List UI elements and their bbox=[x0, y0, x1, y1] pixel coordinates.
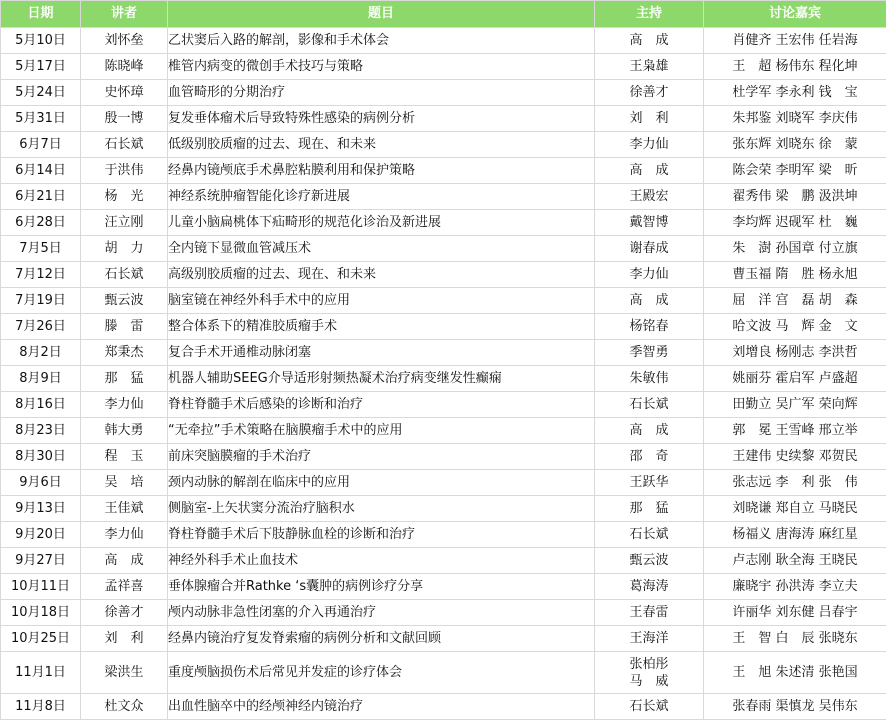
date-cell: 8月30日 bbox=[1, 444, 81, 470]
host-cell: 高 成 bbox=[595, 418, 704, 444]
topic-cell: 乙状窦后入路的解剖，影像和手术体会 bbox=[168, 28, 595, 54]
speaker-cell: 那 猛 bbox=[81, 366, 168, 392]
topic-cell: “无牵拉”手术策略在脑膜瘤手术中的应用 bbox=[168, 418, 595, 444]
guests-cell: 王 智 白 辰 张晓东 bbox=[704, 626, 886, 652]
guests-cell: 朱 澍 孙国章 付立旗 bbox=[704, 236, 886, 262]
table-row bbox=[1, 418, 886, 444]
topic-cell: 椎管内病变的微创手术技巧与策略 bbox=[168, 54, 595, 80]
date-cell: 10月25日 bbox=[1, 626, 81, 652]
guests-cell: 翟秀伟 梁 鹏 汲洪坤 bbox=[704, 184, 886, 210]
speaker-cell: 杨 光 bbox=[81, 184, 168, 210]
date-cell: 5月24日 bbox=[1, 80, 81, 106]
date-cell: 6月14日 bbox=[1, 158, 81, 184]
topic-cell: 出血性脑卒中的经颅神经内镜治疗 bbox=[168, 694, 595, 720]
date-cell: 9月27日 bbox=[1, 548, 81, 574]
guests-cell: 张志远 李 利 张 伟 bbox=[704, 470, 886, 496]
topic-cell: 垂体腺瘤合并Rathke ‘s囊肿的病例诊疗分享 bbox=[168, 574, 595, 600]
host-cell: 王殿宏 bbox=[595, 184, 704, 210]
topic-cell: 血管畸形的分期治疗 bbox=[168, 80, 595, 106]
topic-cell: 神经系统肿瘤智能化诊疗新进展 bbox=[168, 184, 595, 210]
date-cell: 10月11日 bbox=[1, 574, 81, 600]
topic-cell: 颅内动脉非急性闭塞的介入再通治疗 bbox=[168, 600, 595, 626]
table-row bbox=[1, 28, 886, 54]
table-row bbox=[1, 184, 886, 210]
guests-cell: 廉晓宇 孙洪涛 李立夫 bbox=[704, 574, 886, 600]
topic-cell: 脊柱脊髓手术后感染的诊断和治疗 bbox=[168, 392, 595, 418]
host-name: 张柏彤 bbox=[629, 656, 669, 672]
table-row bbox=[1, 652, 886, 694]
table-row bbox=[1, 600, 886, 626]
guests-cell: 陈会荣 李明军 梁 昕 bbox=[704, 158, 886, 184]
table-row bbox=[1, 132, 886, 158]
host-cell: 戴智博 bbox=[595, 210, 704, 236]
table-row bbox=[1, 236, 886, 262]
speaker-cell: 刘 利 bbox=[81, 626, 168, 652]
host-cell: 葛海涛 bbox=[595, 574, 704, 600]
date-cell: 7月19日 bbox=[1, 288, 81, 314]
topic-cell: 整合体系下的精准胶质瘤手术 bbox=[168, 314, 595, 340]
host-cell: 高 成 bbox=[595, 288, 704, 314]
guests-cell: 郭 冕 王雪峰 邢立举 bbox=[704, 418, 886, 444]
speaker-cell: 于洪伟 bbox=[81, 158, 168, 184]
guests-cell: 屈 洋 宫 磊 胡 森 bbox=[704, 288, 886, 314]
topic-cell: 复发垂体瘤术后导致特殊性感染的病例分析 bbox=[168, 106, 595, 132]
speaker-cell: 石长斌 bbox=[81, 132, 168, 158]
date-cell: 7月26日 bbox=[1, 314, 81, 340]
date-cell: 8月2日 bbox=[1, 340, 81, 366]
date-cell: 7月5日 bbox=[1, 236, 81, 262]
table-row bbox=[1, 444, 886, 470]
table-row bbox=[1, 574, 886, 600]
speaker-cell: 高 成 bbox=[81, 548, 168, 574]
table-row bbox=[1, 392, 886, 418]
host-cell: 高 成 bbox=[595, 28, 704, 54]
host-cell: 李力仙 bbox=[595, 262, 704, 288]
guests-cell: 姚丽芬 霍启军 卢盛超 bbox=[704, 366, 886, 392]
host-cell: 石长斌 bbox=[595, 392, 704, 418]
host-cell: 甄云波 bbox=[595, 548, 704, 574]
topic-cell: 高级别胶质瘤的过去、现在、和未来 bbox=[168, 262, 595, 288]
date-cell: 9月20日 bbox=[1, 522, 81, 548]
guests-cell: 杜学军 李永利 钱 宝 bbox=[704, 80, 886, 106]
topic-cell: 复合手术开通椎动脉闭塞 bbox=[168, 340, 595, 366]
guests-cell: 刘增良 杨刚志 李洪哲 bbox=[704, 340, 886, 366]
host-cell: 季智勇 bbox=[595, 340, 704, 366]
date-cell: 6月21日 bbox=[1, 184, 81, 210]
topic-cell: 经鼻内镜颅底手术鼻腔粘膜利用和保护策略 bbox=[168, 158, 595, 184]
speaker-cell: 胡 力 bbox=[81, 236, 168, 262]
speaker-cell: 程 玉 bbox=[81, 444, 168, 470]
guests-cell: 许丽华 刘东健 吕春宇 bbox=[704, 600, 886, 626]
speaker-cell: 杜文众 bbox=[81, 694, 168, 720]
host-cell: 王春雷 bbox=[595, 600, 704, 626]
speaker-cell: 徐善才 bbox=[81, 600, 168, 626]
table-row bbox=[1, 626, 886, 652]
speaker-cell: 刘怀垒 bbox=[81, 28, 168, 54]
table-row bbox=[1, 470, 886, 496]
host-cell: 邵 奇 bbox=[595, 444, 704, 470]
host-cell: 那 猛 bbox=[595, 496, 704, 522]
table-row bbox=[1, 262, 886, 288]
speaker-cell: 吴 培 bbox=[81, 470, 168, 496]
topic-cell: 颈内动脉的解剖在临床中的应用 bbox=[168, 470, 595, 496]
speaker-cell: 郑秉杰 bbox=[81, 340, 168, 366]
date-cell: 11月1日 bbox=[1, 652, 81, 694]
topic-cell: 神经外科手术止血技术 bbox=[168, 548, 595, 574]
speaker-cell: 石长斌 bbox=[81, 262, 168, 288]
topic-cell: 前床突脑膜瘤的手术治疗 bbox=[168, 444, 595, 470]
guests-cell: 王 旭 朱述清 张艳国 bbox=[704, 652, 886, 694]
date-cell: 8月23日 bbox=[1, 418, 81, 444]
header-host: 主持 bbox=[595, 1, 704, 28]
guests-cell: 田勤立 吴广军 荣向辉 bbox=[704, 392, 886, 418]
guests-cell: 张东辉 刘晓东 徐 蒙 bbox=[704, 132, 886, 158]
date-cell: 5月17日 bbox=[1, 54, 81, 80]
guests-cell: 朱邦鉴 刘晓军 李庆伟 bbox=[704, 106, 886, 132]
table-row bbox=[1, 340, 886, 366]
date-cell: 6月28日 bbox=[1, 210, 81, 236]
speaker-cell: 王佳斌 bbox=[81, 496, 168, 522]
host-cell: 杨铭春 bbox=[595, 314, 704, 340]
host-cell: 朱敏伟 bbox=[595, 366, 704, 392]
table-row bbox=[1, 366, 886, 392]
table-row bbox=[1, 54, 886, 80]
topic-cell: 全内镜下显微血管减压术 bbox=[168, 236, 595, 262]
topic-cell: 脑室镜在神经外科手术中的应用 bbox=[168, 288, 595, 314]
date-cell: 6月7日 bbox=[1, 132, 81, 158]
topic-cell: 机器人辅助SEEG介导适形射频热凝术治疗病变继发性癫痫 bbox=[168, 366, 595, 392]
speaker-cell: 李力仙 bbox=[81, 392, 168, 418]
date-cell: 7月12日 bbox=[1, 262, 81, 288]
guests-cell: 杨福义 唐海涛 麻红星 bbox=[704, 522, 886, 548]
host-cell: 王枭雄 bbox=[595, 54, 704, 80]
host-cell: 徐善才 bbox=[595, 80, 704, 106]
header-guests: 讨论嘉宾 bbox=[704, 1, 886, 28]
guests-cell: 刘晓谦 郑自立 马晓民 bbox=[704, 496, 886, 522]
date-cell: 5月10日 bbox=[1, 28, 81, 54]
header-row bbox=[1, 1, 886, 28]
speaker-cell: 李力仙 bbox=[81, 522, 168, 548]
speaker-cell: 滕 雷 bbox=[81, 314, 168, 340]
guests-cell: 张春雨 渠慎龙 吴伟东 bbox=[704, 694, 886, 720]
header-date: 日期 bbox=[1, 1, 81, 28]
topic-cell: 儿童小脑扁桃体下疝畸形的规范化诊治及新进展 bbox=[168, 210, 595, 236]
date-cell: 9月6日 bbox=[1, 470, 81, 496]
host-cell: 王跃华 bbox=[595, 470, 704, 496]
date-cell: 11月8日 bbox=[1, 694, 81, 720]
speaker-cell: 韩大勇 bbox=[81, 418, 168, 444]
guests-cell: 李均辉 迟砚军 杜 巍 bbox=[704, 210, 886, 236]
header-topic: 题目 bbox=[168, 1, 595, 28]
table-row bbox=[1, 210, 886, 236]
table-row bbox=[1, 106, 886, 132]
date-cell: 8月16日 bbox=[1, 392, 81, 418]
host-name-2: 马 威 bbox=[629, 673, 669, 689]
host-cell: 王海洋 bbox=[595, 626, 704, 652]
table-row bbox=[1, 314, 886, 340]
speaker-cell: 殷一博 bbox=[81, 106, 168, 132]
table-row bbox=[1, 548, 886, 574]
table-row bbox=[1, 496, 886, 522]
host-cell: 石长斌 bbox=[595, 522, 704, 548]
speaker-cell: 汪立刚 bbox=[81, 210, 168, 236]
date-cell: 10月18日 bbox=[1, 600, 81, 626]
speaker-cell: 史怀璋 bbox=[81, 80, 168, 106]
host-cell: 高 成 bbox=[595, 158, 704, 184]
topic-cell: 重度颅脑损伤术后常见并发症的诊疗体会 bbox=[168, 652, 595, 694]
host-cell: 刘 利 bbox=[595, 106, 704, 132]
host-cell: 李力仙 bbox=[595, 132, 704, 158]
date-cell: 8月9日 bbox=[1, 366, 81, 392]
topic-cell: 低级别胶质瘤的过去、现在、和未来 bbox=[168, 132, 595, 158]
guests-cell: 王建伟 史续黎 邓贺民 bbox=[704, 444, 886, 470]
guests-cell: 哈文波 马 辉 金 文 bbox=[704, 314, 886, 340]
table-row bbox=[1, 522, 886, 548]
speaker-cell: 陈晓峰 bbox=[81, 54, 168, 80]
speaker-cell: 孟祥喜 bbox=[81, 574, 168, 600]
guests-cell: 曹玉福 隋 胜 杨永旭 bbox=[704, 262, 886, 288]
topic-cell: 经鼻内镜治疗复发脊索瘤的病例分析和文献回顾 bbox=[168, 626, 595, 652]
guests-cell: 卢志刚 耿全海 王晓民 bbox=[704, 548, 886, 574]
guests-cell: 肖健齐 王宏伟 任岩海 bbox=[704, 28, 886, 54]
table-row bbox=[1, 158, 886, 184]
date-cell: 9月13日 bbox=[1, 496, 81, 522]
guests-cell: 王 超 杨伟东 程化坤 bbox=[704, 54, 886, 80]
speaker-cell: 梁洪生 bbox=[81, 652, 168, 694]
header-speaker: 讲者 bbox=[81, 1, 168, 28]
host-cell bbox=[595, 652, 704, 694]
table-row bbox=[1, 80, 886, 106]
table-row bbox=[1, 288, 886, 314]
topic-cell: 脊柱脊髓手术后下肢静脉血栓的诊断和治疗 bbox=[168, 522, 595, 548]
date-cell: 5月31日 bbox=[1, 106, 81, 132]
host-cell: 谢春成 bbox=[595, 236, 704, 262]
speaker-cell: 甄云波 bbox=[81, 288, 168, 314]
topic-cell: 侧脑室-上矢状窦分流治疗脑积水 bbox=[168, 496, 595, 522]
table-row bbox=[1, 694, 886, 720]
host-cell: 石长斌 bbox=[595, 694, 704, 720]
